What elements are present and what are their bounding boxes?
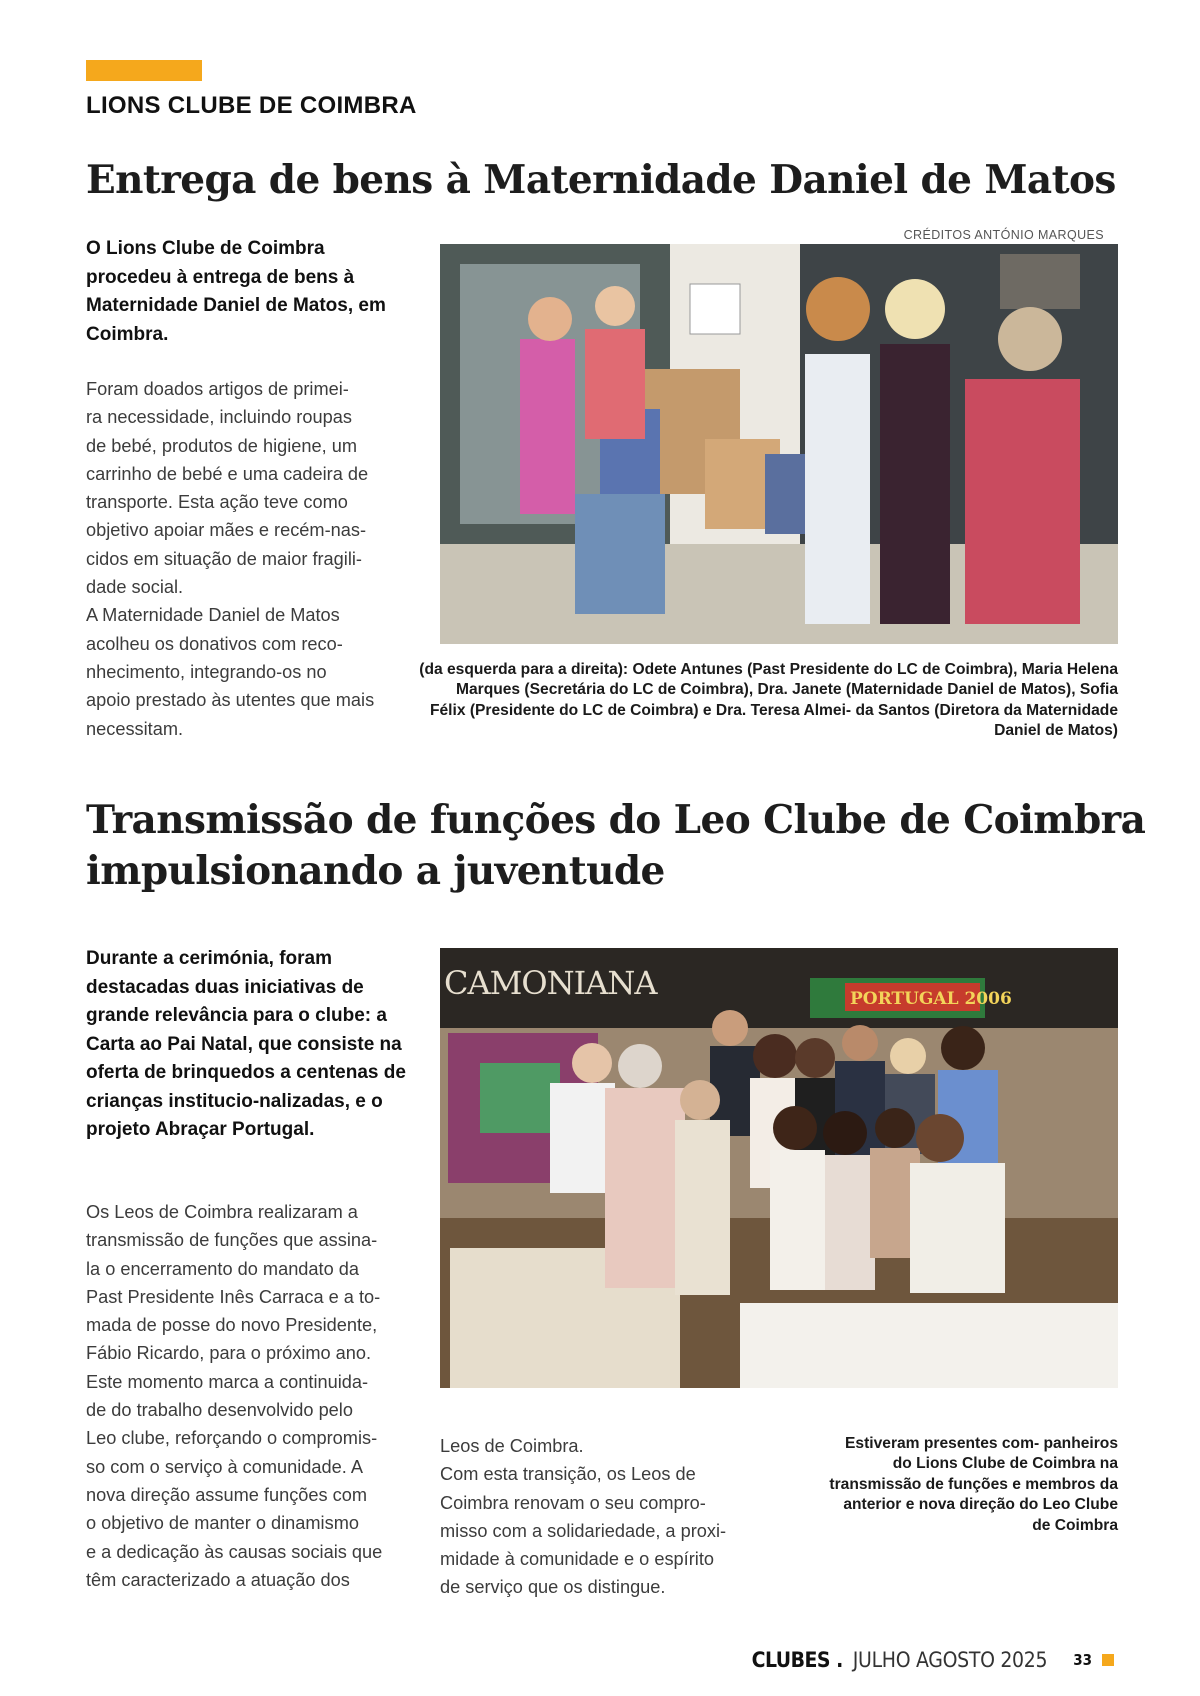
- page-number: 33: [1073, 1651, 1092, 1669]
- issue-date: JULHO AGOSTO 2025: [852, 1648, 1048, 1672]
- maternity-photo: [440, 244, 1118, 644]
- article1-lead: O Lions Clube de Coimbra procedeu à entrega de bens à Maternidade Daniel de Matos, em Coimbra.: [86, 238, 386, 345]
- article2-caption: Estiveram presentes com- panheiros do Lions Clube de Coimbra na transmissão de funções e membros da anterior e nova direção do Leo Clube de Coimbra: [829, 1435, 1118, 1534]
- article2-body-col2: Leos de Coimbra. Com esta transição, os Leos de Coimbra renovam o seu compro- misso com a solidariedade, a proxi- midade à comunidade e o espírito de serviço que os distingue.: [440, 1436, 727, 1598]
- article2-title-line1: Transmissão de funções do Leo Clube de Coimbra: [86, 797, 1146, 843]
- article1-caption: (da esquerda para a direita): Odete Antunes (Past Presidente do LC de Coimbra), Maria Helena Marques (Secretária do LC de Coimbra), Dra. Janete (Maternidade Daniel de Matos), Sofia Félix (Presidente do LC de Coimbra) e Dra. Teresa Almei- da Santos (Diretora da Maternidade Daniel de Matos): [419, 661, 1118, 740]
- section-label: LIONS CLUBE DE COIMBRA: [86, 92, 417, 119]
- photo-flag-text: PORTUGAL 2006: [850, 989, 1012, 1009]
- magazine-name: CLUBES .: [751, 1648, 843, 1672]
- page-marker-square: [1102, 1654, 1114, 1666]
- photo-credit: CRÉDITOS ANTÓNIO MARQUES: [903, 228, 1104, 242]
- leo-club-photo: [440, 948, 1118, 1388]
- page-footer: [752, 1648, 1114, 1672]
- article2-lead: Durante a cerimónia, foram destacadas duas iniciativas de grande relevância para o clube: a Carta ao Pai Natal, que consiste na oferta de brinquedos a centenas de crianças institucio-nalizadas, e o projeto Abraçar Portugal.: [86, 948, 406, 1140]
- article1-body: Foram doados artigos de primei- ra necessidade, incluindo roupas de bebé, produtos de higiene, um carrinho de bebé e uma cadeira de transporte. Esta ação teve como objetivo apoiar mães e recém-nas- cidos em situação de maior fragili- dade social. A Maternidade Daniel de Matos acolheu os donativos com reco- nhecimento, integrando-os no apoio prestado às utentes que mais necessitam.: [86, 379, 375, 739]
- article1-title: Entrega de bens à Maternidade Daniel de Matos: [86, 157, 1116, 203]
- article2-body-col1: Os Leos de Coimbra realizaram a transmissão de funções que assina- la o encerramento do mandato da Past Presidente Inês Carraca e a to- mada de posse do novo Presidente, Fábio Ricardo, para o próximo ano. Este momento marca a continuida- de do trabalho desenvolvido pelo Leo clube, reforçando o compromis- so com o serviço à comunidade. A nova direção assume funções com o objetivo de manter o dinamismo e a dedicação às causas sociais que têm caracterizado a atuação dos: [86, 1202, 383, 1590]
- section-accent-bar: [86, 60, 202, 81]
- photo-sign-text: CAMONIANA: [444, 964, 657, 1002]
- article2-title-line2: impulsionando a juventude: [86, 848, 665, 894]
